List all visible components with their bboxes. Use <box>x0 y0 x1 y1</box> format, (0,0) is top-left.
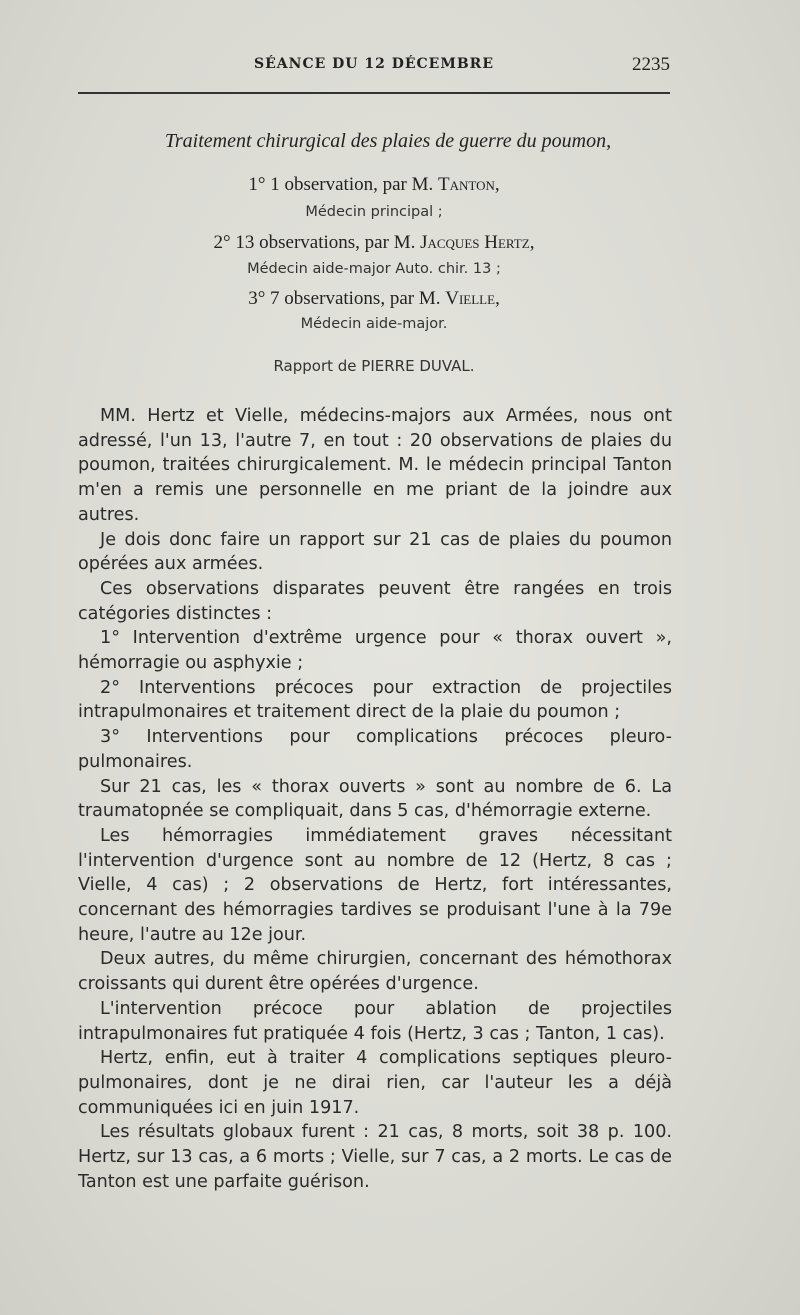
running-head <box>78 54 670 78</box>
observation-3-role: Médecin aide-major. <box>300 316 448 332</box>
observation-1: 1° 1 observation, par M. Tanton, <box>248 174 500 195</box>
author-name: Jacques Hertz <box>420 232 530 253</box>
paragraph: Hertz, enfin, eut à traiter 4 complications septiques pleuro-pulmonaires, dont je ne dirai rien, car l'auteur les a déjà communiquées ici en juin 1917. <box>78 1048 672 1118</box>
paper-title: Traitement chirurgical des plaies de guerre du poumon, <box>164 130 612 152</box>
paragraph: L'intervention précoce pour ablation de projectiles intrapulmonaires fut pratiquée 4 fois (Hertz, 3 cas ; Tanton, 1 cas). <box>78 998 672 1044</box>
paragraph: Je dois donc faire un rapport sur 21 cas de plaies du poumon opérées aux armées. <box>78 529 672 575</box>
observation-1-role: Médecin principal ; <box>305 204 443 220</box>
page-number: 2235 <box>632 54 670 75</box>
paragraph: Les hémorragies immédiatement graves nécessitant l'intervention d'urgence sont au nombre de 12 (Hertz, 8 cas ; Vielle, 4 cas) ; 2 observations de Hertz, fort intéressantes, concernant des hémorragies tardives se produisant l'une à la 79e heure, l'autre au 12e jour. <box>78 825 672 945</box>
running-head-title: SÉANCE DU 12 DÉCEMBRE <box>254 56 494 72</box>
paragraph: 2° Interventions précoces pour extraction de projectiles intrapulmonaires et traitement direct de la plaie du poumon ; <box>78 677 672 723</box>
report-byline: Rapport de PIERRE DUVAL. <box>273 357 475 375</box>
body-text <box>78 404 672 1195</box>
paragraph: Sur 21 cas, les « thorax ouverts » sont au nombre de 6. La traumatopnée se compliquait, dans 5 cas, d'hémorragie externe. <box>78 776 672 822</box>
observation-2-role: Médecin aide-major Auto. chir. 13 ; <box>247 261 501 277</box>
paragraph: MM. Hertz et Vielle, médecins-majors aux Armées, nous ont adressé, l'un 13, l'autre 7, en tout : 20 observations de plaies du poumon, traitées chirurgicalement. M. le médecin principal Tanton m'en a remis une personnelle en me priant de la joindre aux autres. <box>78 406 672 525</box>
paragraph: 3° Interventions pour complications précoces pleuro-pulmonaires. <box>78 727 672 772</box>
paragraph: Ces observations disparates peuvent être rangées en trois catégories distinctes : <box>78 578 672 624</box>
paragraph: Les résultats globaux furent : 21 cas, 8 morts, soit 38 p. 100. Hertz, sur 13 cas, a 6 morts ; Vielle, sur 7 cas, a 2 morts. Le cas de Tanton est une parfaite guérison. <box>78 1122 672 1192</box>
observation-3: 3° 7 observations, par M. Vielle, <box>248 288 500 309</box>
author-name: Vielle <box>445 288 496 309</box>
header-rule <box>78 92 670 94</box>
author-name: Tanton <box>438 174 495 195</box>
paragraph: Deux autres, du même chirurgien, concernant des hémothorax croissants qui durent être opérées d'urgence. <box>78 949 672 995</box>
observation-2: 2° 13 observations, par M. Jacques Hertz, <box>213 232 535 253</box>
paragraph: 1° Intervention d'extrême urgence pour « thorax ouvert », hémorragie ou asphyxie ; <box>78 628 672 674</box>
